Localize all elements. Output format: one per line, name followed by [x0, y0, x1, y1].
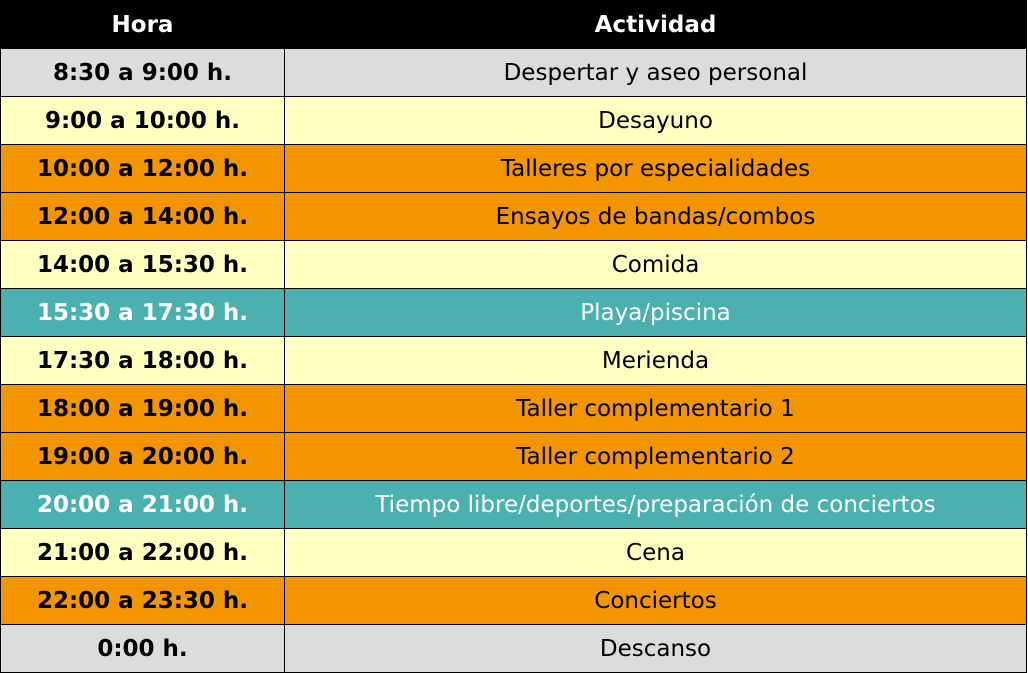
table-row: [1, 289, 1027, 337]
actividad-cell: Playa/piscina: [285, 289, 1027, 337]
actividad-cell: Taller complementario 2: [285, 433, 1027, 481]
hora-cell: 17:30 a 18:00 h.: [1, 337, 285, 385]
hora-cell: 0:00 h.: [1, 625, 285, 673]
actividad-cell: Comida: [285, 241, 1027, 289]
hora-cell: 8:30 a 9:00 h.: [1, 49, 285, 97]
hora-cell: 14:00 a 15:30 h.: [1, 241, 285, 289]
table-row: [1, 145, 1027, 193]
hora-cell: 18:00 a 19:00 h.: [1, 385, 285, 433]
table-row: [1, 529, 1027, 577]
hora-cell: 20:00 a 21:00 h.: [1, 481, 285, 529]
header-row: [1, 1, 1027, 49]
hora-cell: 15:30 a 17:30 h.: [1, 289, 285, 337]
schedule-header: [1, 1, 1027, 49]
table-row: [1, 49, 1027, 97]
hora-cell: 12:00 a 14:00 h.: [1, 193, 285, 241]
table-row: [1, 625, 1027, 673]
actividad-cell: Ensayos de bandas/combos: [285, 193, 1027, 241]
hora-cell: 19:00 a 20:00 h.: [1, 433, 285, 481]
hora-cell: 10:00 a 12:00 h.: [1, 145, 285, 193]
hora-cell: 9:00 a 10:00 h.: [1, 97, 285, 145]
table-row: [1, 385, 1027, 433]
actividad-cell: Taller complementario 1: [285, 385, 1027, 433]
table-row: [1, 337, 1027, 385]
table-row: [1, 241, 1027, 289]
schedule-body: [1, 49, 1027, 673]
header-actividad: Actividad: [285, 1, 1027, 49]
actividad-cell: Cena: [285, 529, 1027, 577]
table-row: [1, 97, 1027, 145]
table-row: [1, 433, 1027, 481]
table-row: [1, 193, 1027, 241]
actividad-cell: Merienda: [285, 337, 1027, 385]
actividad-cell: Tiempo libre/deportes/preparación de conciertos: [285, 481, 1027, 529]
table-row: [1, 481, 1027, 529]
actividad-cell: Descanso: [285, 625, 1027, 673]
actividad-cell: Talleres por especialidades: [285, 145, 1027, 193]
hora-cell: 22:00 a 23:30 h.: [1, 577, 285, 625]
actividad-cell: Desayuno: [285, 97, 1027, 145]
actividad-cell: Despertar y aseo personal: [285, 49, 1027, 97]
actividad-cell: Conciertos: [285, 577, 1027, 625]
hora-cell: 21:00 a 22:00 h.: [1, 529, 285, 577]
header-hora: Hora: [1, 1, 285, 49]
table-row: [1, 577, 1027, 625]
